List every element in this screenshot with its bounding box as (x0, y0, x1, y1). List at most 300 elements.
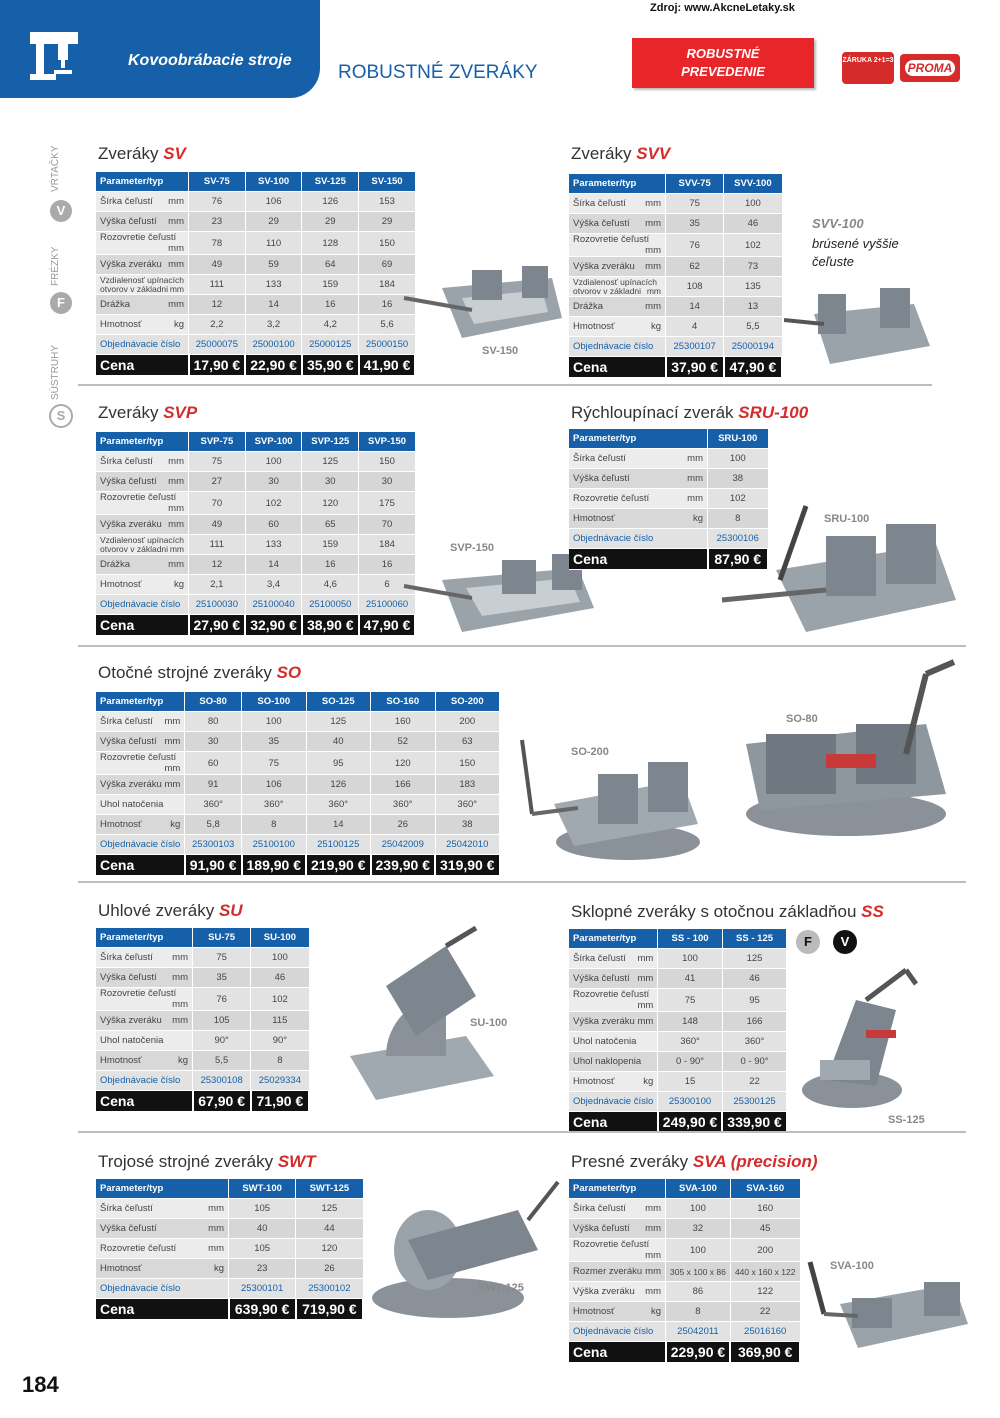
section-title-so (98, 663, 301, 683)
table-cell: 60 (185, 752, 242, 775)
table-row (96, 1071, 309, 1091)
table-cell: 105 (193, 1011, 251, 1031)
table-cell: 111 (189, 535, 246, 555)
param-label: Výška čeľustí (100, 476, 157, 487)
table-cell: 8 (708, 509, 769, 529)
table-row (96, 1011, 309, 1031)
table-cell: 239,90 € (371, 855, 436, 876)
side-label-vrtacky[interactable]: VŔTAČKY (50, 145, 61, 192)
table-cell: SVV-100 (724, 174, 782, 194)
table-cell (96, 275, 189, 295)
table-cell: 6 (359, 575, 416, 595)
param-label: Šírka čeľustí (573, 198, 626, 209)
param-label: Hmotnosť (573, 1076, 615, 1087)
table-row (569, 174, 782, 194)
table-cell: 440 x 160 x 122 (730, 1262, 800, 1282)
table-cell: SVV-75 (666, 174, 724, 194)
unit-label: mm (164, 763, 181, 774)
table-cell: 115 (251, 1011, 309, 1031)
table-cell: 16 (359, 555, 416, 575)
unit-label: mm (687, 493, 703, 504)
table-cell (96, 212, 189, 232)
side-circle-s-icon[interactable]: S (49, 404, 73, 428)
table-row (96, 192, 415, 212)
table-cell: 22,90 € (245, 355, 302, 376)
table-cell (569, 489, 708, 509)
table-row (96, 535, 415, 555)
table-cell: 160 (730, 1199, 800, 1219)
table-row (96, 835, 500, 855)
table-cell: 120 (302, 492, 359, 515)
param-label: Rozmer zveráku (573, 1266, 643, 1277)
table-cell: 150 (359, 232, 416, 255)
table-row (96, 472, 415, 492)
table-cell: 80 (185, 712, 242, 732)
table-cell (569, 257, 666, 277)
table-cell: 46 (722, 969, 787, 989)
table-cell: Objednávacie číslo (569, 1322, 666, 1342)
table-cell: 0 - 90° (722, 1052, 787, 1072)
table-row (96, 172, 415, 192)
unit-label: mm (208, 1243, 224, 1254)
table-cell: SO-160 (371, 692, 436, 712)
table-cell: 75 (193, 948, 251, 968)
table-cell: 106 (245, 192, 302, 212)
table-cell: 22 (722, 1072, 787, 1092)
table-row (96, 255, 415, 275)
table-cell: 360° (722, 1032, 787, 1052)
table-cell: 26 (296, 1259, 363, 1279)
table-cell: 159 (302, 275, 359, 295)
table-row (96, 595, 415, 615)
table-row (96, 988, 309, 1011)
table-row (569, 1199, 800, 1219)
table-cell: 95 (306, 752, 371, 775)
table-cell: 67,90 € (193, 1091, 251, 1112)
table-cell: Cena (96, 855, 185, 876)
table-cell: 100 (724, 194, 782, 214)
unit-label: mm (645, 245, 661, 256)
table-cell (96, 775, 185, 795)
unit-label: mm (645, 198, 661, 209)
table-cell: 25042009 (371, 835, 436, 855)
table-cell: 27 (189, 472, 246, 492)
unit-label: mm (164, 736, 181, 747)
table-cell: 128 (302, 232, 359, 255)
unit-label: mm (168, 216, 184, 227)
divider (78, 881, 966, 883)
table-row (569, 1239, 800, 1262)
table-cell: 8 (666, 1302, 731, 1322)
table-cell: Parameter/typ (569, 429, 708, 449)
table-cell: 15 (658, 1072, 723, 1092)
table-row (569, 989, 787, 1012)
table-cell: 16 (302, 295, 359, 315)
table-cell: 184 (359, 535, 416, 555)
table-row (569, 1112, 787, 1133)
vise-image-sva100 (804, 1254, 970, 1350)
image-label-sv150: SV-150 (482, 345, 519, 357)
table-cell: SVP-150 (359, 432, 416, 452)
param-label: Výška čeľustí (573, 973, 630, 984)
table-cell: 100 (658, 949, 723, 969)
table-cell: 360° (371, 795, 436, 815)
table-cell: Objednávacie číslo (96, 335, 189, 355)
table-row (96, 855, 500, 876)
header-title: Kovoobrábacie stroje (128, 52, 292, 69)
section-title-sru (571, 403, 808, 423)
table-cell: 25029334 (251, 1071, 309, 1091)
table-cell (569, 969, 658, 989)
badge-v-icon: V (833, 930, 857, 954)
vise-image-su100 (346, 926, 496, 1102)
table-row (569, 1179, 800, 1199)
param-label: Výška čeľustí (100, 216, 157, 227)
vise-image-ss125 (796, 960, 932, 1112)
table-cell: Uhol natočenia (96, 1031, 193, 1051)
table-cell: 30 (359, 472, 416, 492)
table-cell: 91,90 € (185, 855, 242, 876)
table-cell: 8 (242, 815, 307, 835)
table-cell: 75 (242, 752, 307, 775)
param-label: Výška čeľustí (100, 736, 157, 747)
unit-label: kg (170, 819, 181, 830)
table-row (569, 469, 768, 489)
table-cell: 25300102 (296, 1279, 363, 1299)
table-cell (569, 469, 708, 489)
image-label-sru100: SRU-100 (824, 513, 870, 525)
table-row (96, 732, 500, 752)
table-row (569, 357, 782, 378)
unit-label: mm (687, 473, 703, 484)
section-title-svp (98, 403, 197, 423)
table-cell: 5,5 (193, 1051, 251, 1071)
vise-image-so200 (518, 734, 704, 864)
table-row (96, 928, 309, 948)
table-cell: 100 (666, 1239, 731, 1262)
unit-label: mm (208, 1203, 224, 1214)
table-cell: 160 (371, 712, 436, 732)
table-row (569, 1052, 787, 1072)
section-code: SU (218, 901, 243, 920)
param-label: Hmotnosť (100, 1263, 142, 1274)
table-cell: 249,90 € (658, 1112, 723, 1133)
table-cell: 360° (306, 795, 371, 815)
table-row (569, 1012, 787, 1032)
table-row (569, 277, 782, 297)
table-cell: 32,90 € (245, 615, 302, 636)
source-link[interactable]: Zdroj: www.AkcneLetaky.sk (650, 2, 795, 14)
badge-f-icon: F (796, 930, 820, 954)
table-cell: 153 (359, 192, 416, 212)
table-cell: 100 (708, 449, 769, 469)
table-cell: Cena (569, 549, 708, 570)
table-cell: 360° (242, 795, 307, 815)
spec-table-svv (569, 174, 783, 378)
unit-label: mm (646, 285, 661, 296)
table-cell: 25300100 (658, 1092, 723, 1112)
param-label: Hmotnosť (573, 513, 615, 524)
unit-label: mm (168, 243, 184, 254)
table-cell: 110 (245, 232, 302, 255)
section-title-sv (98, 144, 186, 164)
table-row (96, 948, 309, 968)
table-cell: Cena (569, 357, 666, 378)
table-cell (569, 1282, 666, 1302)
spec-table-ss (569, 929, 788, 1133)
table-row (569, 969, 787, 989)
side-label-frezky[interactable]: FRÉZKY (50, 246, 61, 286)
table-cell (569, 509, 708, 529)
table-cell: 70 (359, 515, 416, 535)
table-cell (96, 472, 189, 492)
table-cell (569, 1239, 666, 1262)
table-cell: 22 (730, 1302, 800, 1322)
table-cell: SWT-100 (229, 1179, 296, 1199)
param-label: Rozovretie čeľustí (573, 234, 650, 245)
unit-label: kg (173, 319, 184, 330)
table-cell: 175 (359, 492, 416, 515)
table-cell (96, 968, 193, 988)
table-cell: 25300108 (193, 1071, 251, 1091)
table-cell (96, 712, 185, 732)
table-cell: SV-125 (302, 172, 359, 192)
param-label: Hmotnosť (573, 321, 615, 332)
table-row (96, 1051, 309, 1071)
table-cell: 27,90 € (189, 615, 246, 636)
table-cell: 26 (371, 815, 436, 835)
side-circle-v-icon[interactable]: V (50, 200, 72, 222)
table-cell: 75 (666, 194, 724, 214)
param-label: Šírka čeľustí (100, 1203, 153, 1214)
table-cell: 95 (722, 989, 787, 1012)
table-cell: 108 (666, 277, 724, 297)
table-cell: 29 (245, 212, 302, 232)
table-cell: Parameter/typ (96, 692, 185, 712)
table-cell: 40 (306, 732, 371, 752)
table-cell: 719,90 € (296, 1299, 363, 1320)
table-cell (96, 515, 189, 535)
table-row (569, 1092, 787, 1112)
table-cell (96, 815, 185, 835)
image-label-ss125: SS-125 (888, 1114, 925, 1126)
section-code: SO (276, 663, 302, 682)
table-cell: 14 (666, 297, 724, 317)
table-cell: Parameter/typ (96, 432, 189, 452)
image-label-su100: SU-100 (470, 1017, 508, 1029)
param-label: Vzdialenosť upínacích (100, 534, 184, 545)
param-label: Rozovretie čeľustí (100, 988, 177, 999)
table-cell: 69 (359, 255, 416, 275)
table-cell (96, 948, 193, 968)
table-cell (96, 492, 189, 515)
table-cell: 14 (245, 295, 302, 315)
table-cell: 200 (435, 712, 500, 732)
svv-note: brúsené vyššie čeľuste (812, 236, 899, 269)
table-cell: 25100040 (245, 595, 302, 615)
drill-press-icon (28, 30, 80, 82)
table-cell: 60 (245, 515, 302, 535)
table-cell: Objednávacie číslo (569, 1092, 658, 1112)
table-cell: 100 (666, 1199, 731, 1219)
table-cell: 49 (189, 255, 246, 275)
table-cell: 0 - 90° (658, 1052, 723, 1072)
table-cell (96, 452, 189, 472)
table-row (96, 295, 415, 315)
table-row (569, 194, 782, 214)
spec-table-so (96, 692, 501, 876)
unit-label: mm (172, 952, 188, 963)
section-title-swt (98, 1152, 316, 1172)
unit-label: mm (645, 261, 661, 272)
table-cell: 102 (724, 234, 782, 257)
table-cell: Cena (96, 615, 189, 636)
table-cell: 150 (435, 752, 500, 775)
vise-image-sv150 (402, 258, 564, 348)
table-cell: 135 (724, 277, 782, 297)
table-cell: 639,90 € (229, 1299, 296, 1320)
table-cell: Objednávacie číslo (569, 529, 708, 549)
unit-label: mm (645, 1286, 661, 1297)
param-label: Drážka (100, 559, 131, 570)
section-name: Uhlové zveráky (98, 901, 215, 920)
table-cell: 16 (302, 555, 359, 575)
table-cell: 219,90 € (306, 855, 371, 876)
table-cell: 14 (245, 555, 302, 575)
table-cell: 4 (666, 317, 724, 337)
table-cell (96, 1239, 229, 1259)
table-cell: 102 (245, 492, 302, 515)
table-cell: Objednávacie číslo (96, 1071, 193, 1091)
side-label-sustruhy[interactable]: SÚSTRUHY (50, 344, 61, 400)
section-code: SVV (636, 144, 671, 163)
table-row (569, 297, 782, 317)
side-circle-f-icon[interactable]: F (50, 292, 72, 314)
table-cell: 229,90 € (666, 1342, 731, 1363)
table-cell: 76 (193, 988, 251, 1011)
table-cell: Parameter/typ (569, 1179, 666, 1199)
table-cell: SVP-125 (302, 432, 359, 452)
unit-label: kg (692, 513, 703, 524)
table-cell: 25100050 (302, 595, 359, 615)
table-cell: 90° (251, 1031, 309, 1051)
table-cell: 105 (229, 1199, 296, 1219)
table-cell: 102 (251, 988, 309, 1011)
table-cell: 120 (296, 1239, 363, 1259)
table-cell: 159 (302, 535, 359, 555)
table-cell: 305 x 100 x 86 (666, 1262, 731, 1282)
table-row (96, 1239, 363, 1259)
image-label-sva100: SVA-100 (830, 1260, 874, 1272)
table-row (569, 214, 782, 234)
table-cell: 38 (435, 815, 500, 835)
table-row (96, 1179, 363, 1199)
table-cell: SRU-100 (708, 429, 769, 449)
table-cell: 25100060 (359, 595, 416, 615)
table-cell (569, 989, 658, 1012)
table-cell: 25000150 (359, 335, 416, 355)
table-cell: 46 (724, 214, 782, 234)
param-label: Šírka čeľustí (100, 952, 153, 963)
param-label: Výška zveráku (573, 261, 635, 272)
section-code: SVP (163, 403, 198, 422)
table-row (96, 968, 309, 988)
unit-label: mm (168, 559, 184, 570)
table-cell: SVA-160 (730, 1179, 800, 1199)
table-cell: 25300106 (708, 529, 769, 549)
table-row (96, 432, 415, 452)
vise-image-sru100 (716, 500, 960, 636)
table-cell (96, 1199, 229, 1219)
table-cell: 360° (435, 795, 500, 815)
unit-label: mm (637, 1000, 654, 1011)
table-cell: 86 (666, 1282, 731, 1302)
table-cell: 35 (666, 214, 724, 234)
param-label: Šírka čeľustí (100, 456, 153, 467)
section-code: SVA (precision) (692, 1152, 818, 1171)
unit-label: mm (168, 476, 184, 487)
table-cell: Parameter/typ (96, 172, 189, 192)
table-cell: 189,90 € (242, 855, 307, 876)
table-cell: 100 (242, 712, 307, 732)
section-name: Otočné strojné zveráky (98, 663, 272, 682)
table-cell: SO-80 (185, 692, 242, 712)
table-cell (96, 295, 189, 315)
section-code: SWT (277, 1152, 316, 1171)
table-cell: 40 (229, 1219, 296, 1239)
table-cell: 25100030 (189, 595, 246, 615)
proma-logo: PROMA (900, 54, 960, 82)
table-row (96, 615, 415, 636)
table-cell: SO-125 (306, 692, 371, 712)
table-cell: Uhol naklopenia (569, 1052, 658, 1072)
spec-table-svp (96, 432, 416, 636)
table-cell: 2,2 (189, 315, 246, 335)
page-number: 184 (22, 1372, 59, 1397)
table-cell: Cena (569, 1342, 666, 1363)
table-cell: 148 (658, 1012, 723, 1032)
param-label: Vzdialenosť upínacích (100, 274, 184, 285)
table-row (96, 452, 415, 472)
unit-label: mm (168, 299, 184, 310)
table-cell: 339,90 € (722, 1112, 787, 1133)
table-cell: 41,90 € (359, 355, 416, 376)
table-cell: 360° (658, 1032, 723, 1052)
table-cell (96, 732, 185, 752)
table-cell: 125 (296, 1199, 363, 1219)
table-cell: 111 (189, 275, 246, 295)
table-cell: Cena (96, 355, 189, 376)
table-cell: 360° (185, 795, 242, 815)
table-row (96, 1299, 363, 1320)
table-cell (96, 1051, 193, 1071)
table-cell: 37,90 € (666, 357, 724, 378)
table-row (569, 1282, 800, 1302)
table-cell: 49 (189, 515, 246, 535)
table-cell: 2,1 (189, 575, 246, 595)
table-row (569, 929, 787, 949)
table-cell: 150 (359, 452, 416, 472)
table-cell: 14 (306, 815, 371, 835)
unit-label: mm (645, 1203, 661, 1214)
unit-label: kg (643, 1076, 654, 1087)
table-cell (569, 317, 666, 337)
table-cell: 62 (666, 257, 724, 277)
table-cell: SS - 125 (722, 929, 787, 949)
table-row (96, 1091, 309, 1112)
table-cell (569, 949, 658, 969)
unit-label: kg (173, 579, 184, 590)
